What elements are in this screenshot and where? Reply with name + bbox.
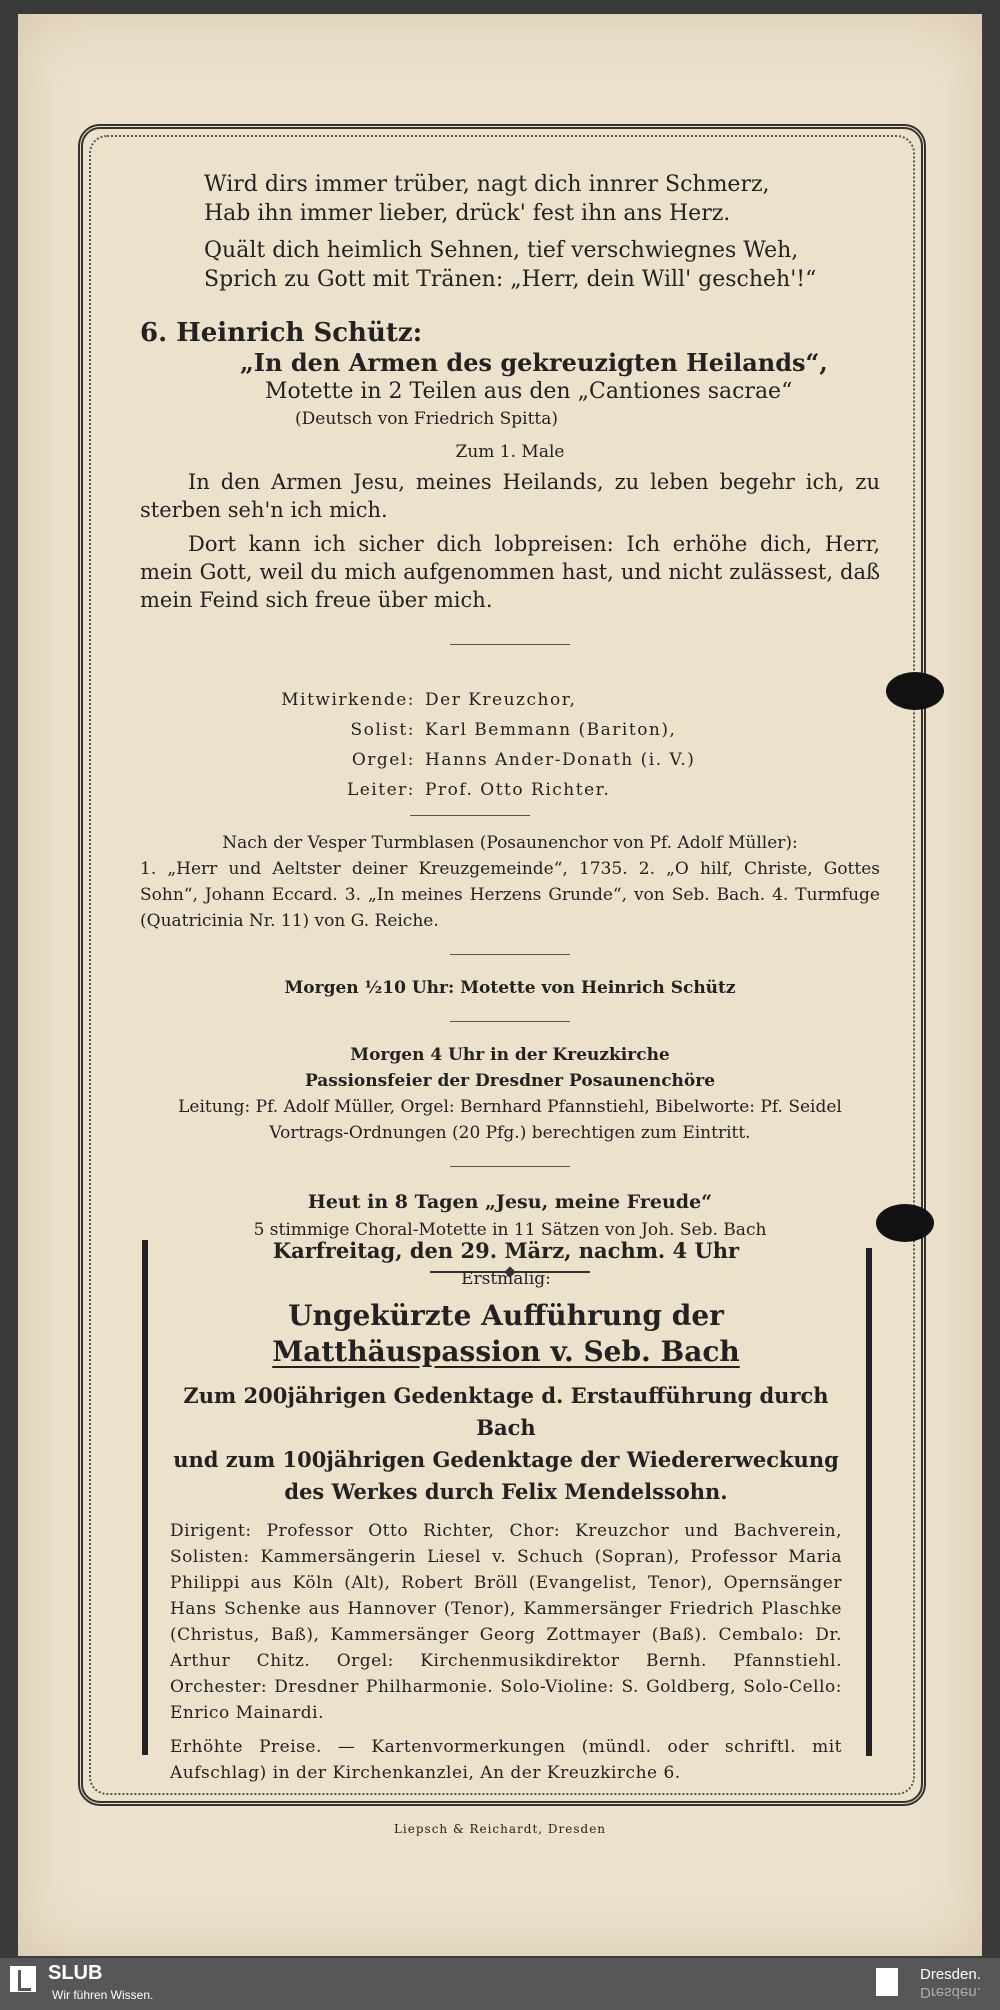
dresden-logo-reflection: Dresden.: [920, 1984, 981, 2001]
matthew-passion-title2: Matthäuspassion v. Seb. Bach: [272, 1335, 740, 1368]
performer-row: Orgel: Hanns Ander-Donath (i. V.): [351, 750, 696, 770]
jubilee-line: und zum 100jährigen Gedenktage der Wiedererweckung: [173, 1447, 839, 1472]
passion-credits: Leitung: Pf. Adolf Müller, Orgel: Bernhard Pfannstiehl, Bibelworte: Pf. Seidel: [178, 1097, 842, 1117]
tower-heading: Nach der Vesper Turmblasen (Posaunenchor von Pf. Adolf Müller):: [222, 833, 798, 853]
good-friday-date: Karfreitag, den 29. März, nachm. 4 Uhr: [272, 1238, 740, 1263]
divider: [450, 954, 570, 955]
box-border-right: [866, 1248, 872, 1756]
performers-list: [275, 685, 880, 805]
dresden-logo[interactable]: Dresden.: [920, 1966, 981, 1983]
footer-bar: [0, 1958, 1000, 2010]
verse-line: Sprich zu Gott mit Tränen: „Herr, dein Will' gescheh'!“: [204, 267, 817, 292]
performer-row: Leiter: Prof. Otto Richter.: [346, 780, 611, 800]
slub-logo-icon[interactable]: [10, 1966, 36, 1992]
matthew-passion-title1: Ungekürzte Aufführung der: [288, 1299, 724, 1332]
ticket-info: Erhöhte Preise. — Kartenvormerkungen (mündl. oder schriftl. mit Aufschlag) in der Kirchenkanzlei, An der Kreuzkirche 6.: [170, 1737, 842, 1783]
verse-line: Wird dirs immer trüber, nagt dich innrer Schmerz,: [204, 172, 770, 197]
motet-translation: (Deutsch von Friedrich Spitta): [295, 409, 559, 429]
punch-hole: [876, 1204, 934, 1242]
passion-time: Morgen 4 Uhr in der Kreuzkirche: [350, 1045, 670, 1065]
printer-imprint: Liepsch & Reichardt, Dresden: [393, 1822, 607, 1836]
eight-days-title: Heut in 8 Tagen „Jesu, meine Freude“: [307, 1191, 713, 1213]
divider: [410, 815, 530, 816]
performer-row: Mitwirkende: Der Kreuzchor,: [281, 690, 577, 710]
verse-block: [204, 170, 880, 294]
lyrics-paragraph: Dort kann ich sicher dich lobpreisen: Ich erhöhe dich, Herr, mein Gott, weil du mich aufgenommen hast, und nicht zulässest, daß mein Feind sich freue über mich.: [140, 532, 880, 612]
slub-brand[interactable]: SLUB: [48, 1962, 103, 1984]
motet-title: „In den Armen des gekreuzigten Heilands“,: [240, 348, 828, 377]
lyrics-paragraph: In den Armen Jesu, meines Heilands, zu leben begehr ich, zu sterben seh'n ich mich.: [140, 470, 880, 522]
punch-hole: [886, 672, 944, 710]
performance-credits: Dirigent: Professor Otto Richter, Chor: Kreuzchor und Bachverein, Solisten: Kammersängerin Liesel v. Schuch (Sopran), Professor Maria Philippi aus Köln (Alt), Robert Bröll (Evangelist, Tenor), Opernsänger Hans Schenke aus Hannover (Tenor), Kammersänger Friedrich Plaschke (Christus, Baß), Kammersänger Georg Zottmayer (Baß). Cembalo: Dr. Arthur Chitz. Orgel: Kirchenmusikdirektor Bernh. Pfannstiehl. Orchester: Dresdner Philharmonie. Solo-Violine: S. Goldberg, Solo-Cello: Enrico Mainardi.: [170, 1521, 842, 1723]
passion-title: Passionsfeier der Dresdner Posaunenchöre: [304, 1071, 716, 1091]
jubilee-line: des Werkes durch Felix Mendelssohn.: [284, 1479, 728, 1504]
verse-line: Hab ihn immer lieber, drück' fest ihn ans Herz.: [204, 201, 731, 226]
verse-line: Quält dich heimlich Sehnen, tief verschwiegnes Weh,: [204, 238, 799, 263]
divider: [450, 644, 570, 645]
divider: [450, 1166, 570, 1167]
program-content: [140, 170, 880, 1301]
divider: [450, 1021, 570, 1022]
jubilee-line: Zum 200jährigen Gedenktage d. Erstaufführung durch Bach: [183, 1383, 829, 1440]
first-performance-note: Zum 1. Male: [455, 442, 565, 462]
good-friday-box: [170, 1236, 842, 1786]
item-heading: 6. Heinrich Schütz:: [140, 318, 423, 348]
good-friday-first: Erstmalig:: [461, 1269, 551, 1289]
tower-pieces: 1. „Herr und Aeltster deiner Kreuzgemeinde“, 1735. 2. „O hilf, Christe, Gottes Sohn“, Johann Eccard. 3. „In meines Herzens Grunde“, von Seb. Bach. 4. Turmfuge (Quatricinia Nr. 11) von G. Reiche.: [140, 859, 880, 931]
box-border-left: [142, 1240, 148, 1755]
motet-subtitle: Motette in 2 Teilen aus den „Cantiones sacrae“: [265, 379, 793, 404]
tomorrow-motet: Morgen ½10 Uhr: Motette von Heinrich Schütz: [284, 978, 736, 998]
passion-admission: Vortrags-Ordnungen (20 Pfg.) berechtigen zum Eintritt.: [269, 1123, 751, 1143]
dresden-crest-icon: [876, 1968, 898, 1996]
slub-tagline: Wir führen Wissen.: [52, 1988, 154, 2002]
performer-row: Solist: Karl Bemmann (Bariton),: [350, 720, 677, 740]
eight-days-subtitle: 5 stimmige Choral-Motette in 11 Sätzen von Joh. Seb. Bach: [253, 1220, 767, 1240]
